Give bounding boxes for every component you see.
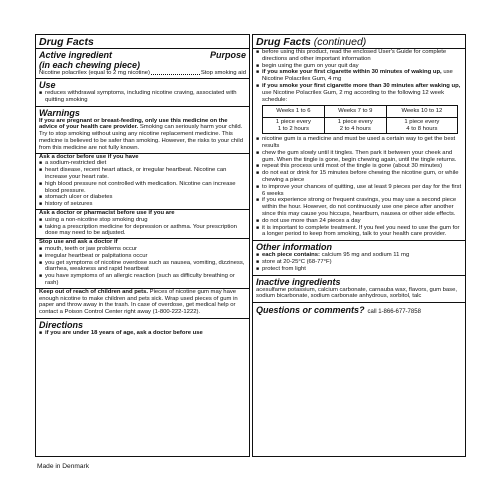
inactive-ingredients-heading: Inactive ingredients [256, 276, 341, 287]
list-item: ■ do not use more than 24 pieces a day [256, 217, 361, 224]
active-ingredient-header [36, 49, 249, 60]
drug-facts-continued-title: Drug Facts (continued) [256, 36, 367, 48]
bullet-icon: ■ [256, 62, 260, 69]
ask-pharmacist-heading: Ask a doctor or pharmacist before use if you are [39, 209, 175, 216]
list-item: ■ mouth, teeth or jaw problems occur [39, 245, 138, 252]
drug-facts-panel-left [35, 34, 250, 457]
bullet-icon: ■ [256, 197, 260, 204]
bullet-icon: ■ [256, 69, 260, 76]
list-item: ■ if you smoke your first cigarette within 30 minutes of waking up, use Nicotine Polacrilex Gum, 4 mg [256, 69, 453, 83]
questions-phone: call 1-866-677-7858 [367, 309, 421, 316]
drug-facts-title: Drug Facts [39, 36, 94, 48]
list-item: ■ nicotine gum is a medicine and must be used a certain way to get the best results [256, 136, 456, 149]
use-heading: Use [39, 80, 56, 90]
schedule-header: Weeks 7 to 9 [324, 106, 386, 118]
list-item: ■ if you experience strong or frequent cravings, you may use a second piece within the hour. However, do not continuously use one piece after another since this may cause you hiccups, heartburn, nausea or other side effects. [256, 197, 457, 217]
schedule-header: Weeks 1 to 6 [263, 106, 325, 118]
use-item: ■ reduces withdrawal symptoms, including nicotine craving, associated with quitting smoking [39, 90, 237, 103]
bullet-icon: ■ [39, 259, 43, 266]
bullet-icon: ■ [39, 194, 43, 201]
bullet-icon: ■ [256, 149, 260, 156]
list-item: ■ you get symptoms of nicotine overdose such as nausea, vomiting, dizziness, diarrhea, weakness and rapid heartbeat [39, 259, 245, 273]
bullet-icon: ■ [256, 224, 260, 231]
drug-facts-panel-right [252, 34, 466, 457]
bullet-icon: ■ [39, 160, 43, 167]
ask-doctor-heading: Ask a doctor before use if you have [39, 153, 139, 160]
bullet-icon: ■ [39, 223, 43, 230]
active-ingredient-heading: Active ingredient [39, 50, 113, 60]
list-item: ■ if you smoke your first cigarette more than 30 minutes after waking up, use Nicotine Polacrilex Gum, 2 mg according to the following 12 week schedule: [256, 82, 461, 103]
list-item: ■ before using this product, read the enclosed User's Guide for complete directions and other important information [256, 49, 447, 62]
active-ingredient-row [36, 70, 249, 78]
bullet-icon: ■ [256, 136, 260, 143]
list-item: ■ heart disease, recent heart attack, or irregular heartbeat. Nicotine can increase your heart rate. [39, 167, 227, 180]
directions-heading: Directions [39, 319, 84, 330]
schedule-cell: 1 piece every 2 to 4 hours [324, 117, 386, 133]
active-ingredient-subheading: (in each chewing piece) [39, 60, 141, 70]
bullet-icon: ■ [256, 265, 260, 272]
bullet-icon: ■ [256, 49, 260, 55]
bullet-icon: ■ [39, 252, 43, 259]
bullet-icon: ■ [256, 258, 260, 265]
warnings-heading: Warnings [39, 107, 80, 118]
dosing-schedule-table [262, 105, 458, 134]
bullet-icon: ■ [39, 329, 43, 336]
list-item: ■ begin using the gum on your quit day [256, 62, 359, 69]
questions-row [253, 303, 465, 315]
list-item: ■ to improve your chances of quitting, use at least 9 pieces per day for the first 6 weeks [256, 183, 462, 197]
bullet-icon: ■ [39, 245, 43, 252]
made-in-label: Made in Denmark [37, 463, 90, 470]
list-item: ■ it is important to complete treatment. If you feel you need to use the gum for a longer period to keep from smoking, talk to your health care provider. [256, 224, 460, 238]
purpose-heading: Purpose [209, 50, 246, 60]
stop-use-heading: Stop use and ask a doctor if [39, 239, 118, 246]
dot-leader [151, 70, 200, 75]
bullet-icon: ■ [256, 170, 260, 177]
schedule-header: Weeks 10 to 12 [386, 106, 457, 118]
list-item: ■ store at 20-25°C (68-77°F) [256, 258, 332, 265]
schedule-cell: 1 piece every 4 to 8 hours [386, 117, 457, 133]
bullet-icon: ■ [39, 216, 43, 223]
bullet-icon: ■ [39, 201, 43, 208]
list-item: ■ using a non-nicotine stop smoking drug [39, 216, 148, 223]
list-item: ■ stomach ulcer or diabetes [39, 194, 113, 201]
active-ingredient-purpose: Stop smoking aid [200, 70, 246, 76]
bullet-icon: ■ [39, 273, 43, 280]
inactive-ingredients-text: acesulfame potassium, calcium carbonate, carnauba wax, flavors, gum base, sodium bicarbonate, sodium carbonate anhydrous, sorbitol, talc [256, 286, 458, 300]
other-information-heading: Other information [256, 242, 332, 253]
bullet-icon: ■ [256, 163, 260, 170]
list-item: ■ history of seizures [39, 201, 93, 208]
pregnancy-warning: If you are pregnant or breast-feeding, only use this medicine on the advice of your health care provider. Smoking can seriously harm your child. Try to stop smoking without using any nicotine replacement medicine. This medicine is believed to be safer than smoking. However, the risks to your child from this medicine are not fully known. [39, 117, 243, 151]
keep-out-of-reach-warning: Keep out of reach of children and pets. Pieces of nicotine gum may have enough nicotine to make children and pets sick. Wrap used pieces of gum in paper and throw away in the trash. In case of overdose, get medical help or contact a Poison Control Center right away (1-800-222-1222). [39, 288, 238, 316]
bullet-icon: ■ [39, 90, 43, 96]
bullet-icon: ■ [39, 180, 43, 187]
list-item: ■ a sodium-restricted diet [39, 160, 107, 167]
questions-heading: Questions or comments? [256, 305, 365, 316]
list-item: ■ if you are under 18 years of age, ask a doctor before use [39, 329, 203, 336]
bullet-icon: ■ [256, 183, 260, 190]
list-item: ■ taking a prescription medicine for depression or asthma. Your prescription dose may need to be adjusted. [39, 223, 237, 237]
list-item: ■ high blood pressure not controlled with medication. Nicotine can increase blood pressure. [39, 180, 236, 194]
bullet-icon: ■ [39, 167, 43, 174]
active-ingredient-name: Nicotine polacrilex (equal to 2 mg nicotine) [39, 70, 150, 76]
schedule-cell: 1 piece every 1 to 2 hours [263, 117, 325, 133]
list-item: ■ protect from light [256, 265, 306, 272]
list-item: ■ chew the gum slowly until it tingles. Then park it between your cheek and gum. When the tingle is gone, begin chewing again, until the tingle returns. [256, 149, 457, 163]
bullet-icon: ■ [256, 82, 260, 89]
bullet-icon: ■ [256, 252, 260, 259]
list-item: ■ irregular heartbeat or palpitations occur [39, 252, 148, 259]
list-item: ■ each piece contains: calcium 95 mg and sodium 11 mg [256, 252, 410, 259]
list-item: ■ do not eat or drink for 15 minutes before chewing the nicotine gum, or while chewing a piece [256, 170, 459, 183]
bullet-icon: ■ [256, 217, 260, 224]
list-item: ■ repeat this process until most of the tingle is gone (about 30 minutes) [256, 163, 443, 170]
list-item: ■ you have symptoms of an allergic reaction (such as difficulty breathing or rash) [39, 273, 235, 286]
